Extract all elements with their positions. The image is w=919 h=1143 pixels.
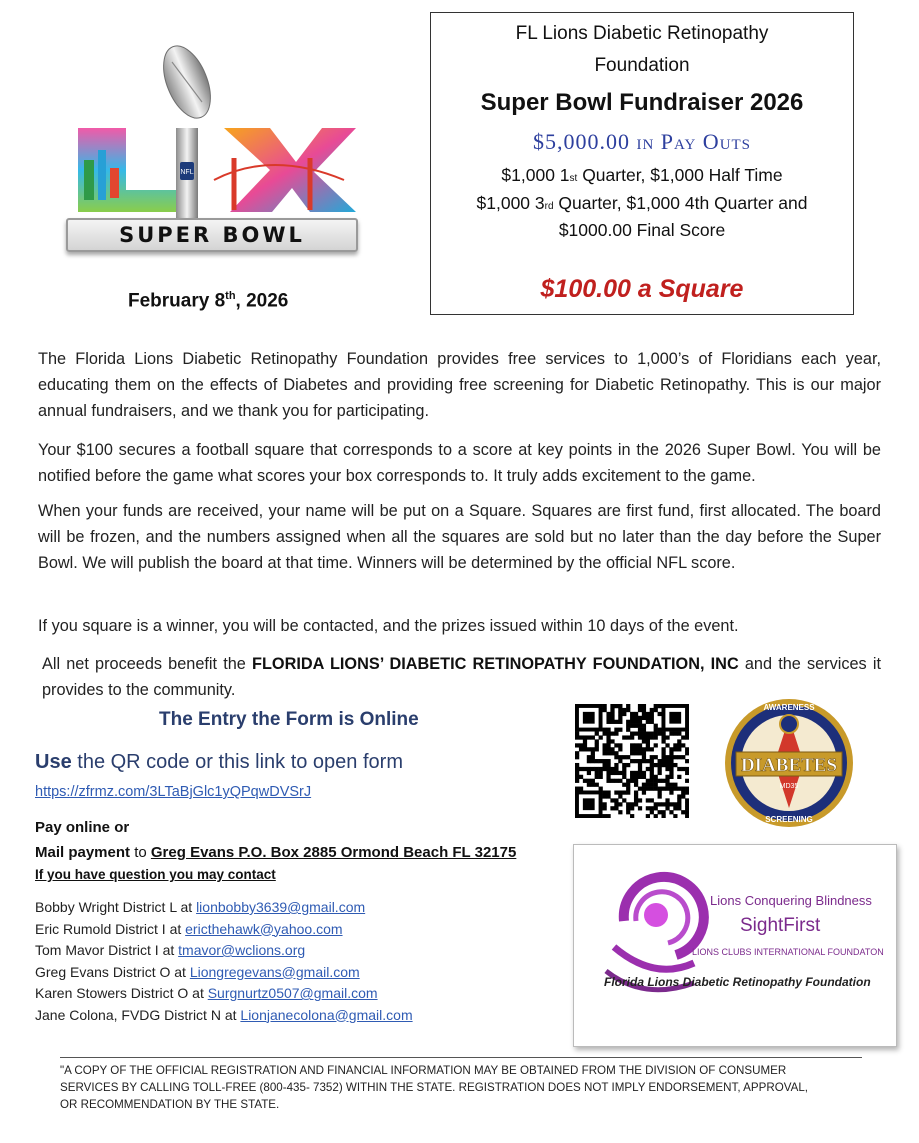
svg-text:SCREENING: SCREENING (765, 815, 813, 824)
contact-email-link[interactable]: ericthehawk@yahoo.com (185, 920, 343, 937)
intro-paragraph: The Florida Lions Diabetic Retinopathy Foundation provides free services to 1,000’s of Floridians each year, educating them on the effects of Diabetes and providing free screening for Diabetic Retinopathy. This is our major annual fundraisers, and we thank you for participating. (38, 350, 881, 420)
svg-text:DIABETES: DIABETES (740, 755, 838, 776)
lions-emblem-icon (780, 715, 798, 733)
contact-heading: If you have question you may contact (35, 867, 276, 882)
disclaimer-divider (60, 1057, 862, 1058)
event-date-suffix: th (225, 290, 236, 302)
sightfirst-card (573, 844, 897, 1047)
board-paragraph: When your funds are received, your name will be put on a Square. Squares are first fund, first allocated. The board will be frozen, and the numbers assigned when all the squares are sold but no later than the day before the Super Bowl. We will publish the board at that time. Winners will be determined by the official NFL score. (38, 502, 881, 572)
square-price: $100.00 a Square (540, 275, 744, 303)
pay-online-label: Pay online or (35, 819, 130, 836)
contact-email-link[interactable]: Liongregevans@gmail.com (189, 963, 360, 980)
org-name-line2: Foundation (594, 55, 690, 76)
qr-code-graphic (575, 704, 689, 818)
sightfirst-foundation: Florida Lions Diabetic Retinopathy Foundation (604, 975, 871, 989)
entry-form-link[interactable]: https://zfrmz.com/3LTaBjGlc1yQPqwDVSrJ (35, 784, 312, 800)
sightfirst-lcif: LIONS CLUBS INTERNATIONAL FOUNDATON (692, 947, 884, 957)
contact-item: Jane Colona, FVDG District N at Lionjanecolona@gmail.com (35, 1006, 413, 1023)
event-date-day: February 8 (128, 290, 226, 312)
event-date-year: , 2026 (235, 290, 289, 312)
svg-text:MD35: MD35 (779, 783, 799, 790)
contact-email-link[interactable]: Lionjanecolona@gmail.com (240, 1006, 413, 1023)
contact-item: Bobby Wright District L at lionbobby3639@gmail.com (35, 899, 366, 915)
contact-list (35, 899, 413, 1028)
payout-line-1: $1,000 1st Quarter, $1,000 Half Time (501, 165, 783, 185)
square-paragraph: Your $100 secures a football square that corresponds to a score at key points in the 2026 Super Bowl. You will be notified before the game what scores your box corresponds to. It truly adds excitement to the game. (38, 441, 881, 485)
org-name-line1: FL Lions Diabetic Retinopathy (515, 23, 769, 44)
event-date (128, 290, 288, 312)
contact-email-link[interactable]: lionbobby3639@gmail.com (196, 899, 366, 915)
disclaimer-text: "A COPY OF THE OFFICIAL REGISTRATION AND FINANCIAL INFORMATION MAY BE OBTAINED FROM THE DIVISION OF CONSUMER SERVICES BY CALLING TOLL-FREE (800-435- 7352) WITHIN THE STATE. REGISTRATION DOES NOT IMPLY ENDORSEMENT, APPROVAL, OR RECOMMENDATION BY THE STATE. (60, 1064, 808, 1111)
svg-text:AWARENESS: AWARENESS (763, 703, 815, 712)
qr-finder-pattern (669, 712, 681, 724)
payout-line-3: $1000.00 Final Score (558, 220, 726, 240)
contact-item: Greg Evans District O at Liongregevans@gmail.com (35, 963, 360, 980)
sightfirst-tagline: Lions Conquering Blindness (710, 893, 872, 908)
diabetes-badge-graphic (722, 696, 856, 830)
contact-item: Karen Stowers District O at Surgnurtz0507@gmail.com (35, 985, 378, 1001)
entry-heading: The Entry the Form is Online (159, 709, 419, 730)
contact-item: Tom Mavor District I at tmavor@wclions.org (35, 942, 306, 958)
proceeds-paragraph: All net proceeds benefit the FLORIDA LIONS’ DIABETIC RETINOPATHY FOUNDATION, INC and the services it provides to the community. (42, 655, 881, 699)
payouts-total: $5,000.00 in Pay Outs (532, 129, 752, 154)
mail-address: Greg Evans P.O. Box 2885 Ormond Beach FL 32175 (150, 844, 517, 861)
mail-payment-line: Mail payment to Greg Evans P.O. Box 2885 Ormond Beach FL 32175 (35, 844, 517, 861)
contact-email-link[interactable]: tmavor@wclions.org (178, 942, 306, 958)
sightfirst-title: SightFirst (740, 915, 821, 936)
diabetes-awareness-badge (722, 696, 856, 830)
contact-email-link[interactable]: Surgnurtz0507@gmail.com (207, 985, 378, 1001)
payout-line-2: $1,000 3rd Quarter, $1,000 4th Quarter and (476, 193, 808, 213)
qr-code[interactable] (575, 704, 689, 818)
svg-text:NFL: NFL (180, 169, 194, 176)
contact-item: Eric Rumold District I at ericthehawk@yahoo.com (35, 920, 343, 937)
qr-finder-pattern (583, 798, 595, 810)
fundraiser-title: Super Bowl Fundraiser 2026 (480, 89, 804, 116)
use-instruction: Use the QR code or this link to open form (35, 751, 403, 773)
fundraiser-info-box (430, 12, 854, 315)
qr-finder-pattern (583, 712, 595, 724)
winner-paragraph: If you square is a winner, you will be contacted, and the prizes issued within 10 days of the event. (38, 617, 739, 635)
super-bowl-plate: SUPER BOWL (66, 218, 358, 252)
